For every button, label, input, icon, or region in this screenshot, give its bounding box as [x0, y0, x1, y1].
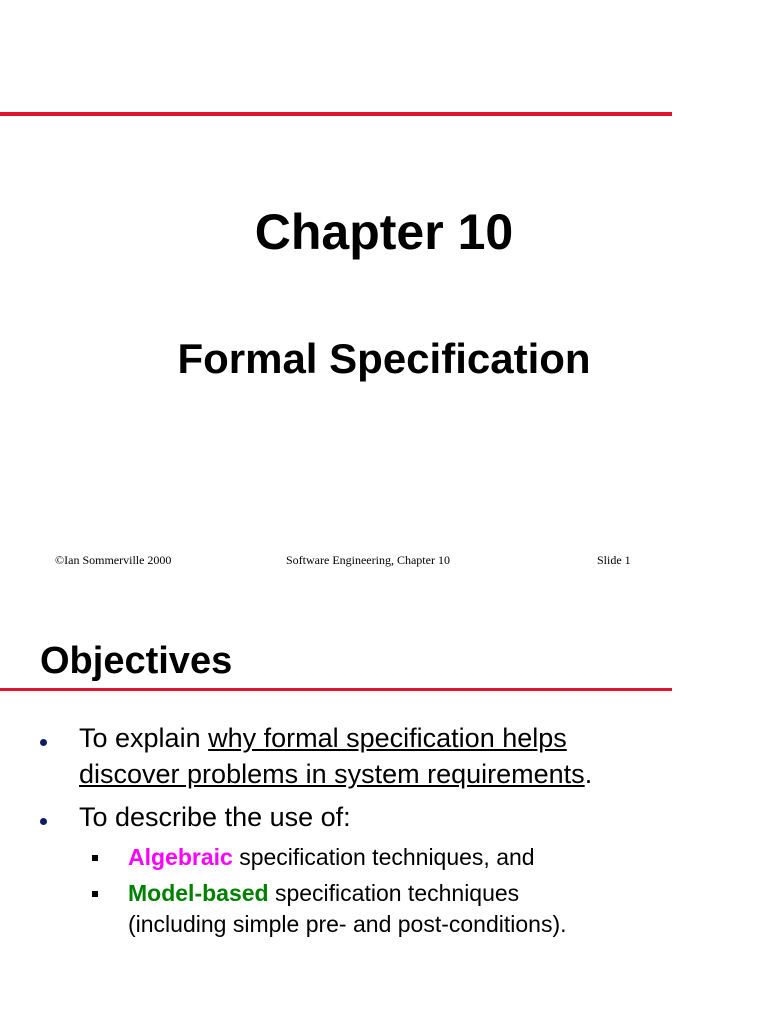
algebraic-keyword: Algebraic	[128, 844, 233, 870]
sub-item-text	[128, 878, 688, 940]
bullet-text: To describe the use of:	[79, 802, 351, 832]
objectives-divider	[0, 688, 672, 691]
bullet-suffix: .	[584, 759, 593, 789]
sub-item-rest: specification techniques, and	[232, 844, 535, 870]
chapter-subtitle: Formal Specification	[177, 335, 591, 382]
bullet-icon	[40, 818, 47, 825]
square-bullet-icon	[92, 891, 98, 897]
footer-slide-number: Slide 1	[597, 553, 631, 567]
sub-item-rest: specification techniques	[268, 880, 520, 906]
bullet-text	[79, 720, 679, 792]
footer-course: Software Engineering, Chapter 10	[286, 553, 450, 567]
objectives-heading: Objectives	[40, 640, 233, 682]
square-bullet-icon	[92, 855, 98, 861]
chapter-title: Chapter 10	[254, 204, 514, 260]
bullet-prefix: To explain	[79, 723, 209, 753]
top-divider	[0, 112, 672, 116]
model-based-keyword: Model-based	[128, 880, 269, 906]
sub-item-text	[128, 842, 688, 873]
sub-item-line2: (including simple pre- and post-conditions).	[128, 911, 567, 937]
underlined-phrase-line1: why formal specification helps	[208, 723, 567, 753]
underlined-phrase-line2: discover problems in system requirements	[79, 759, 585, 789]
bullet-icon	[40, 739, 47, 746]
footer-copyright: ©Ian Sommerville 2000	[55, 553, 172, 567]
